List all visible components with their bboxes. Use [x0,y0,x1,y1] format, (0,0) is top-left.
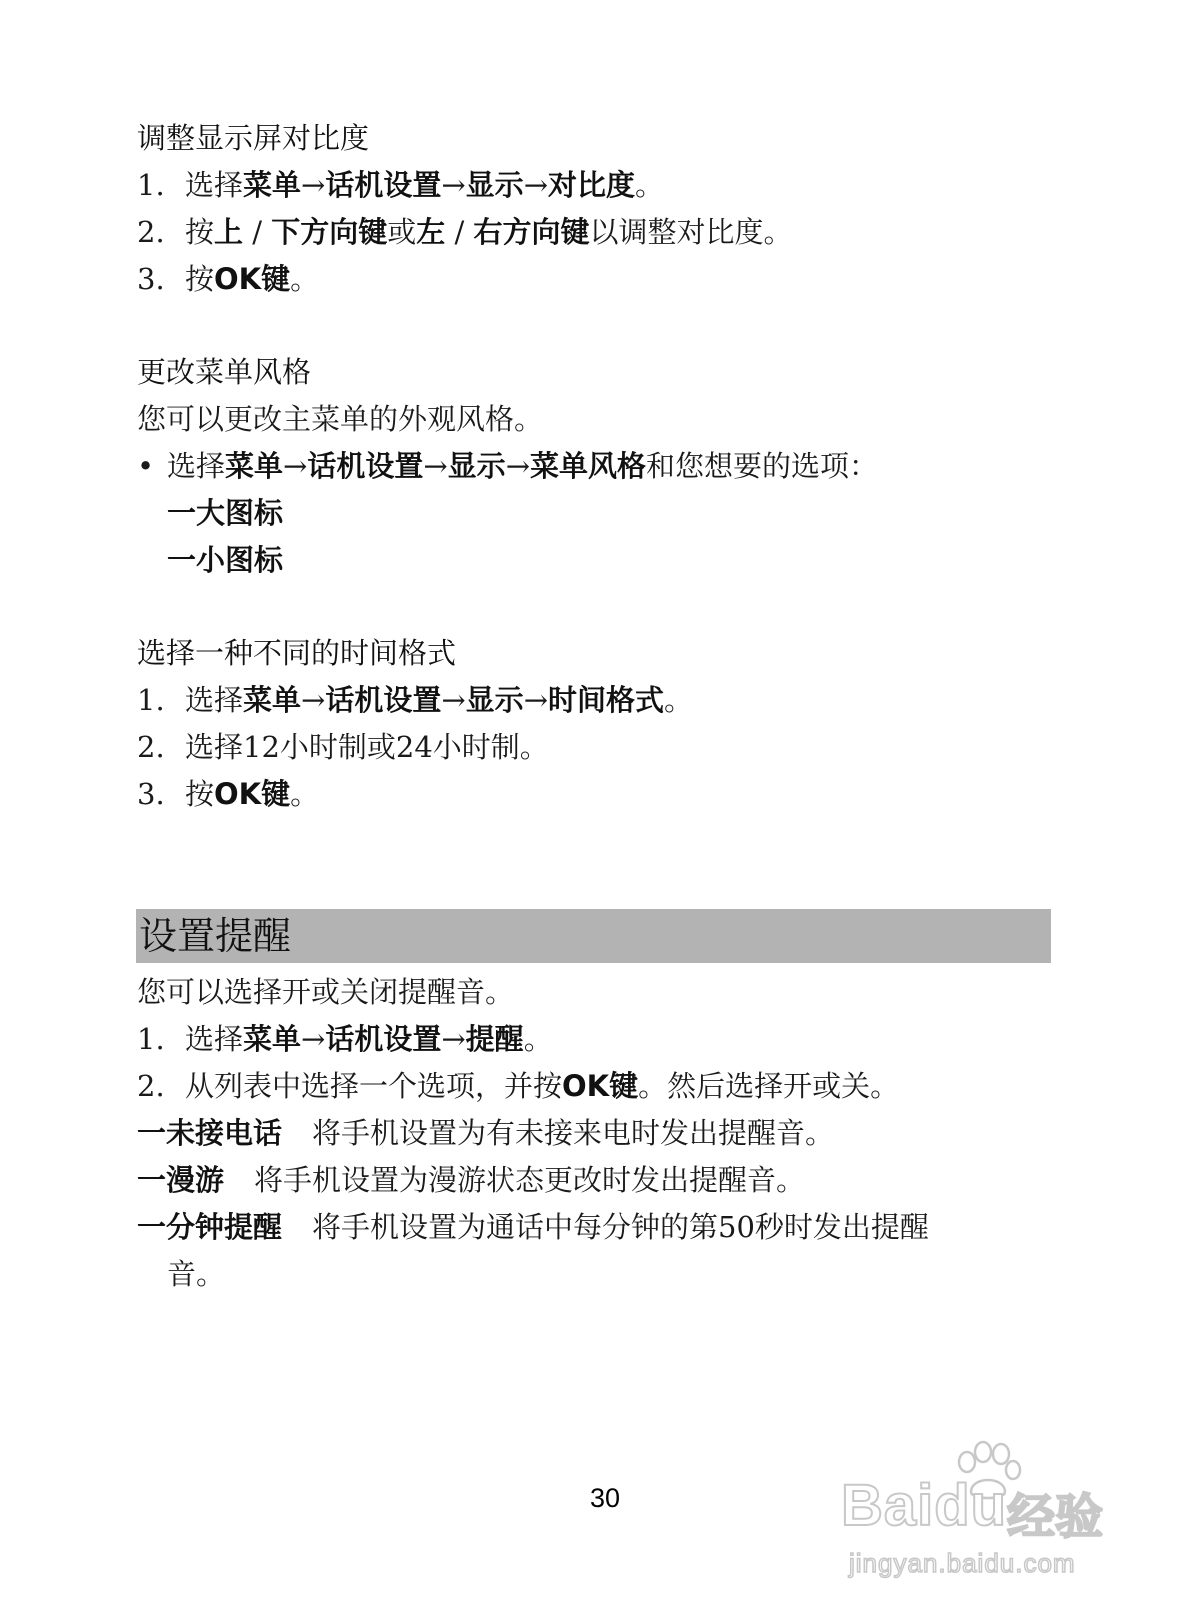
baidu-watermark [835,1440,1135,1590]
text-run: 或 [387,215,417,249]
bold-term: OK键 [562,1069,639,1103]
text-run: 。 [635,168,665,202]
step-number: 2. [137,215,165,249]
menu-style-option-large: 一大图标 [167,496,284,530]
bold-term: 对比度 [548,168,636,202]
text-run: → [301,683,326,717]
text-run: 。 [290,262,320,296]
page-number: 30 [589,1483,621,1513]
text-run: 选择 [185,1022,244,1056]
text-run: 以调整对比度。 [589,215,793,249]
step-number: 3. [137,262,165,296]
text-run: 按 [185,777,215,811]
step-number: 3. [137,777,165,811]
reminder-title: 设置提醒 [139,914,292,958]
text-run: → [441,1022,466,1056]
step-number: 1. [137,168,165,202]
reminder-item-roaming [137,1160,805,1200]
bold-term: 菜单 [243,683,302,717]
text-run: 和您想要的选项： [646,449,879,483]
reminder-item-desc: 将手机设置为有未接来电时发出提醒音。 [312,1116,835,1150]
text-run: 。 [290,777,320,811]
bullet-dot-icon: • [137,449,155,483]
text-run: → [301,168,326,202]
text-run: 从列表中选择一个选项，并按 [185,1069,563,1103]
reminder-item-desc: 将手机设置为漫游状态更改时发出提醒音。 [254,1163,806,1197]
contrast-heading: 调整显示屏对比度 [137,121,370,155]
time-format-step-2 [137,727,549,767]
text-run: 选择 [185,683,244,717]
bold-term: 显示 [447,449,506,483]
bold-term: 话机设置 [307,449,424,483]
reminder-step-1 [137,1019,553,1059]
text-run: → [505,449,530,483]
reminder-item-label: 一分钟提醒 [137,1210,283,1244]
contrast-step-2 [137,212,793,252]
step-number: 1. [137,683,165,717]
text-run: → [523,168,548,202]
time-format-step-3 [137,774,319,814]
reminder-intro: 您可以选择开或关闭提醒音。 [137,975,515,1009]
text-run: 选择12小时制或24小时制。 [185,730,549,764]
reminder-step-2 [137,1066,899,1106]
reminder-item-missed-call [137,1113,834,1153]
bold-term: 菜单 [225,449,284,483]
menu-style-heading: 更改菜单风格 [137,355,312,389]
text-run: → [441,168,466,202]
bold-term: 左 [416,215,446,249]
menu-style-option-small: 一小图标 [167,543,284,577]
text-run: → [523,683,548,717]
bold-term: 话机设置 [325,1022,442,1056]
bold-term: 菜单 [243,168,302,202]
watermark-logo-text: Baidu [841,1473,1008,1538]
text-run: 。 [523,1022,553,1056]
menu-style-bullet [137,446,878,486]
bold-term: 提醒 [465,1022,524,1056]
bold-term: 下方向键 [271,215,388,249]
text-run: 选择 [185,168,244,202]
text-run: 。 [664,683,694,717]
bold-term: 上 [214,215,244,249]
reminder-item-label: 一漫游 [137,1163,225,1197]
reminder-item-minute-cont: 音。 [167,1257,226,1291]
step-number: 1. [137,1022,165,1056]
time-format-step-1 [137,680,693,720]
contrast-step-1 [137,165,664,205]
text-run: → [441,683,466,717]
text-run: / [243,215,272,249]
reminder-item-desc: 将手机设置为通话中每分钟的第50秒时发出提醒 [312,1210,929,1244]
watermark-cn-text: 经验 [1007,1489,1104,1545]
menu-style-bullet-text [167,449,878,483]
menu-style-intro: 您可以更改主菜单的外观风格。 [137,402,544,436]
reminder-item-label: 一未接电话 [137,1116,283,1150]
bold-term: 话机设置 [325,683,442,717]
bold-term: 时间格式 [548,683,665,717]
bold-term: 右方向键 [473,215,590,249]
bold-term: 话机设置 [325,168,442,202]
bold-term: OK键 [214,262,291,296]
bold-term: OK键 [214,777,291,811]
text-run: → [423,449,448,483]
watermark-url: jingyan.baidu.com [849,1548,1076,1578]
text-run: → [283,449,308,483]
text-run: 选择 [167,449,226,483]
bold-term: 显示 [465,683,524,717]
text-run: 。然后选择开或关。 [638,1069,900,1103]
contrast-step-3 [137,259,319,299]
reminder-item-minute [137,1207,929,1247]
text-run: 按 [185,215,215,249]
time-format-heading: 选择一种不同的时间格式 [137,636,457,670]
text-run: / [445,215,474,249]
text-run: 按 [185,262,215,296]
step-number: 2. [137,1069,165,1103]
step-number: 2. [137,730,165,764]
bold-term: 菜单风格 [530,449,647,483]
bold-term: 菜单 [243,1022,302,1056]
bold-term: 显示 [465,168,524,202]
text-run: → [301,1022,326,1056]
